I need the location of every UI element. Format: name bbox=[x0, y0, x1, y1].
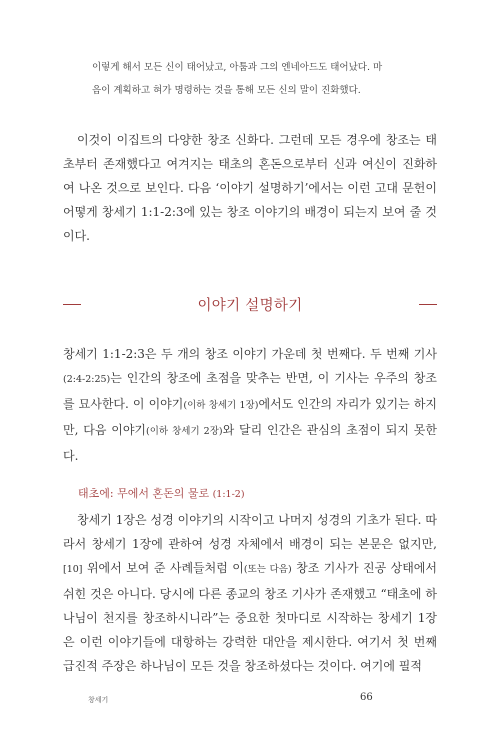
subsection-heading bbox=[78, 485, 245, 504]
subsection-title: 태초에: 무에서 혼돈의 물로 bbox=[78, 487, 210, 500]
text-run: 에서도 인간의 자리가 있기는 하지만, 다음 이야기 bbox=[63, 397, 437, 437]
footnote-marker: [10] bbox=[63, 564, 83, 575]
running-footer-title: 창세기 bbox=[88, 696, 109, 704]
text-run: 창세기 1:1-2:3은 두 개의 창조 이야기 가운데 첫 번째다. 두 번째 기사 bbox=[63, 347, 437, 361]
text-run: 위에서 보여 준 사례들처럼 이 bbox=[82, 561, 244, 575]
text-run: 는 인간의 창조에 초점을 맞추는 반면, 이 기사는 우주의 창조를 묘사한다. 이 이야기 bbox=[63, 371, 437, 411]
verse-reference: (1:1-2) bbox=[212, 489, 245, 500]
block-quote bbox=[92, 56, 404, 102]
text-run: 창조 기사가 진공 상태에서 쉬힌 것은 아니다. 당시에 다른 종교의 창조 기사가 존재했고 “태초에 하나님이 천지를 창조하시니라”는 중요한 첫마디로 시작하는 창세기 1장은 이런 이야기들에 대항하는 강력한 대안을 제시한다. 여기서 첫 번째 급진적 주장은 하나님이 모든 것을 창조하셨다는 것이다. 여기에 필적 bbox=[63, 561, 437, 673]
intro-paragraph bbox=[63, 128, 437, 248]
parenthetical-note: (이하 창세기 1장) bbox=[183, 400, 259, 411]
section-title: 이야기 설명하기 bbox=[197, 298, 303, 314]
paragraph-text bbox=[63, 342, 437, 468]
genesis-intro-paragraph bbox=[63, 342, 437, 468]
body-paragraph bbox=[63, 508, 437, 678]
text-run: 창세기 1장은 성경 이야기의 시작이고 나머지 성경의 기초가 된다. 따라서 창세기 1장에 관하여 성경 자체에서 배경이 되는 본문은 없지만, bbox=[63, 513, 437, 551]
quote-line: 음이 계획하고 혀가 명령하는 것을 통해 모든 신의 말이 진화했다. bbox=[92, 85, 361, 96]
paragraph-text bbox=[63, 508, 437, 678]
text-run: 와 달리 인간은 관심의 초점이 되지 못한다. bbox=[63, 423, 437, 463]
paragraph-text: 이것이 이집트의 다양한 창조 신화다. 그런데 모든 경우에 창조는 태초부터 존재했다고 여겨지는 태초의 혼돈으로부터 신과 여신이 진화하여 나온 것으로 보인다. 다음 ‘이야기 설명하기’에서는 이런 고대 문헌이 어떻게 창세기 1:1-2:3에 있는 창조 이야기의 배경이 되는지 보여 줄 것이다. bbox=[63, 133, 437, 243]
parenthetical-note: (이하 창세기 2장) bbox=[146, 426, 223, 437]
parenthetical-note: (또는 다음) bbox=[243, 564, 292, 575]
quote-line: 이렇게 해서 모든 신이 태어났고, 아툼과 그의 엔네아드도 태어났다. 마 bbox=[92, 62, 383, 73]
heading-dash-right bbox=[419, 304, 437, 305]
section-heading bbox=[63, 294, 437, 318]
verse-reference: (2:4-2:25) bbox=[63, 374, 111, 385]
page-number: 66 bbox=[360, 692, 373, 703]
